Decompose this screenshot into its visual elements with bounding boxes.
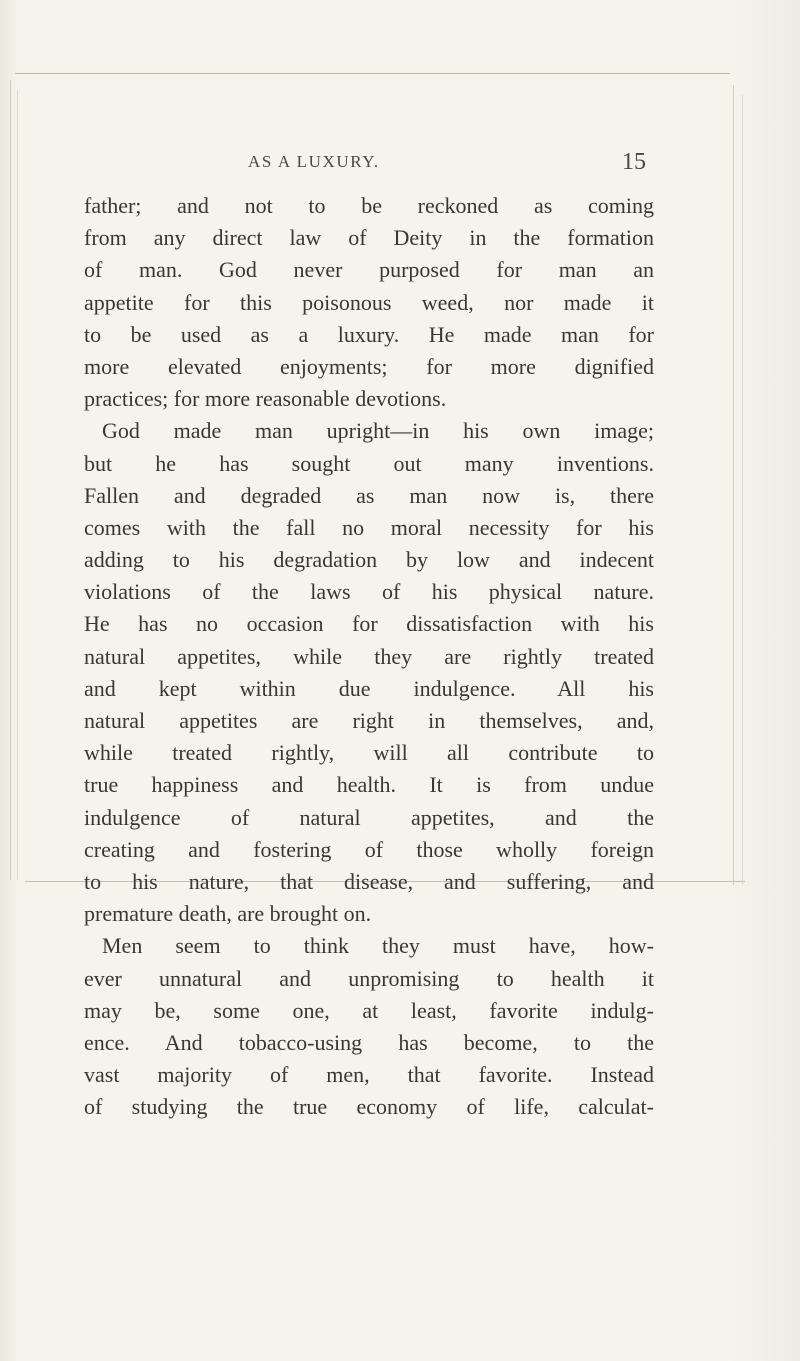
- text-line: true happiness and health. It is from undue: [84, 772, 654, 798]
- text-line: may be, some one, at least, favorite indulg-: [84, 997, 654, 1023]
- text-line: father; and not to be reckoned as coming: [84, 193, 654, 218]
- text-line: while treated rightly, will all contribute to: [84, 740, 654, 766]
- frame-rule-top: [15, 73, 730, 74]
- running-head: [84, 145, 654, 179]
- text-line: God made man upright—in his own image;: [102, 418, 654, 444]
- text-line: appetite for this poisonous weed, nor made it: [84, 289, 654, 315]
- text-line: violations of the laws of his physical nature.: [84, 579, 654, 605]
- text-line: indulgence of natural appetites, and the: [84, 804, 654, 830]
- text-line: to be used as a luxury. He made man for: [84, 321, 654, 347]
- text-line: natural appetites are right in themselves, and,: [84, 708, 654, 733]
- text-line: of man. God never purposed for man an: [84, 257, 654, 283]
- frame-rule-right: [733, 85, 734, 885]
- text-line: natural appetites, while they are rightly treated: [84, 643, 654, 669]
- page-edge-shadow-right: [730, 0, 800, 1361]
- text-line: comes with the fall no moral necessity for his: [84, 514, 654, 540]
- text-line: from any direct law of Deity in the formation: [84, 225, 654, 251]
- page-edge-shadow-left: [0, 0, 18, 1361]
- page-number: 15: [622, 149, 646, 175]
- frame-rule-left-inner: [17, 90, 18, 880]
- body-text: [84, 190, 654, 1123]
- text-line: of studying the true economy of life, calculat-: [84, 1094, 654, 1120]
- text-line: and kept within due indulgence. All his: [84, 675, 654, 701]
- text-line: Fallen and degraded as man now is, there: [84, 482, 654, 508]
- text-line: ence. And tobacco-using has become, to the: [84, 1029, 654, 1055]
- text-line: premature death, are brought on.: [84, 901, 372, 927]
- text-line: to his nature, that disease, and suffering, and: [84, 868, 654, 894]
- text-line: ever unnatural and unpromising to health it: [84, 965, 654, 991]
- text-line: Men seem to think they must have, how-: [102, 933, 654, 959]
- text-line: practices; for more reasonable devotions.: [84, 386, 447, 412]
- text-line: but he has sought out many inventions.: [84, 450, 654, 476]
- text-line: vast majority of men, that favorite. Instead: [84, 1062, 654, 1088]
- text-line: He has no occasion for dissatisfaction with his: [84, 611, 654, 637]
- running-title: AS A LUXURY.: [248, 152, 380, 171]
- book-page: [84, 145, 654, 1123]
- text-line: more elevated enjoyments; for more dignified: [84, 353, 654, 379]
- frame-rule-left: [10, 80, 11, 880]
- frame-rule-right-outer: [742, 95, 743, 885]
- text-line: creating and fostering of those wholly foreign: [84, 836, 654, 862]
- text-line: adding to his degradation by low and indecent: [84, 547, 654, 573]
